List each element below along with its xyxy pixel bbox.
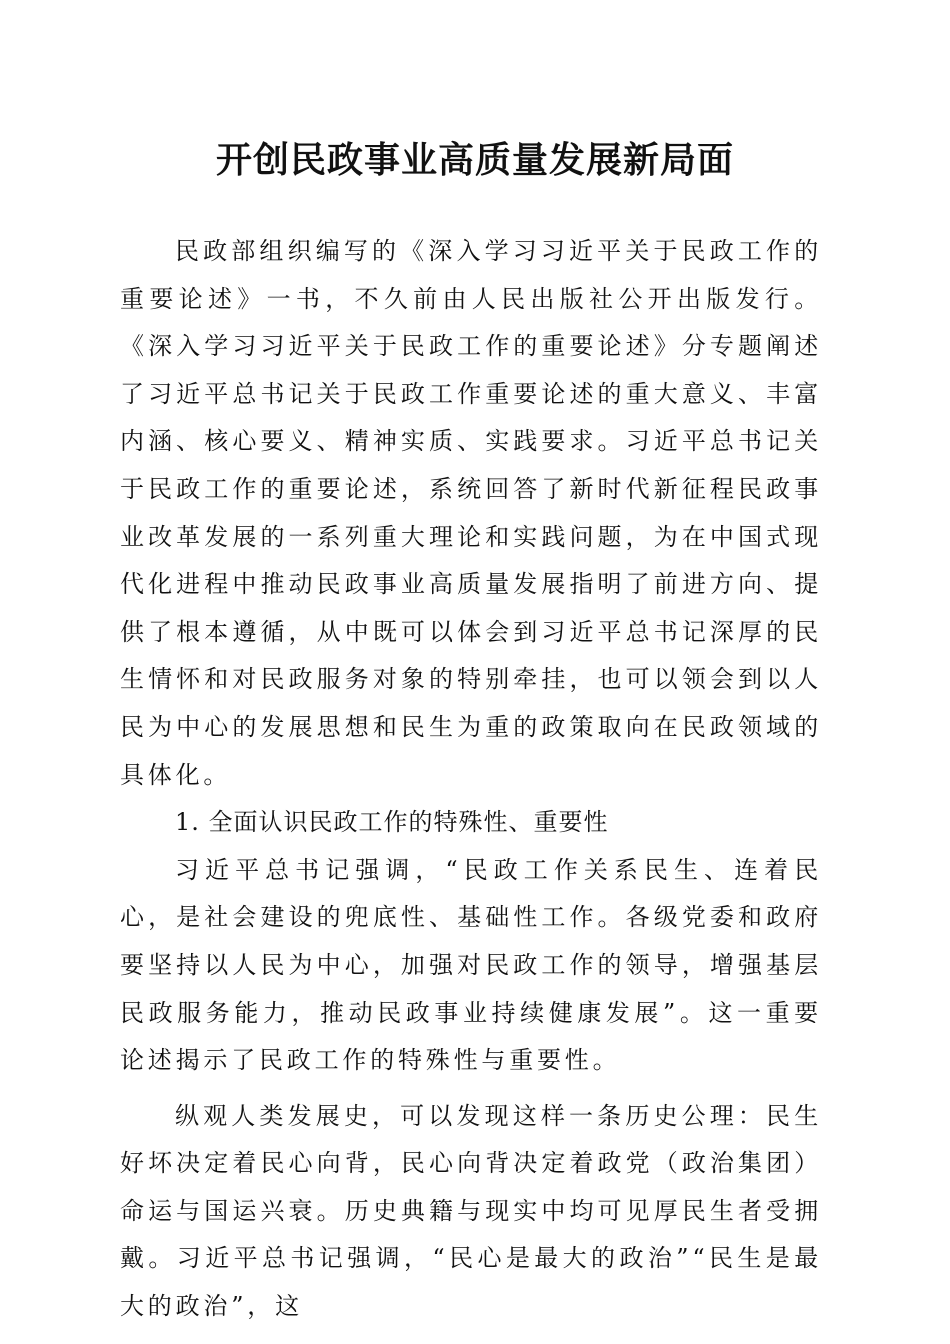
intro-paragraph: 民政部组织编写的《深入学习习近平关于民政工作的重要论述》一书，不久前由人民出版社公开出版发行。《深入学习习近平关于民政工作的重要论述》分专题阐述了习近平总书记关于民政工作重要论述的重大意义、丰富内涵、核心要义、精神实质、实践要求。习近平总书记关于民政工作的重要论述，系统回答了新时代新征程民政事业改革发展的一系列重大理论和实践问题，为在中国式现代化进程中推动民政事业高质量发展指明了前进方向、提供了根本遵循，从中既可以体会到习近平总书记深厚的民生情怀和对民政服务对象的特别牵挂，也可以领会到以人民为中心的发展思想和民生为重的政策取向在民政领域的具体化。 (120, 237, 822, 789)
body-paragraph: 习近平总书记强调，“民政工作关系民生、连着民心，是社会建设的兜底性、基础性工作。各级党委和政府要坚持以人民为中心，加强对民政工作的领导，增强基层民政服务能力，推动民政事业持续健康发展”。这一重要论述揭示了民政工作的特殊性与重要性。 (120, 855, 822, 1075)
body-paragraph: 纵观人类发展史，可以发现这样一条历史公理：民生好坏决定着民心向背，民心向背决定着政党（政治集团）命运与国运兴衰。历史典籍与现实中均可见厚民生者受拥戴。习近平总书记强调，“民心是最大的政治”“民生是最大的政治”，这 (120, 1101, 822, 1321)
document-title: 开创民政事业高质量发展新局面 (215, 139, 734, 181)
section-heading: 1. 全面认识民政工作的特殊性、重要性 (175, 808, 609, 837)
document-body (120, 228, 822, 1331)
